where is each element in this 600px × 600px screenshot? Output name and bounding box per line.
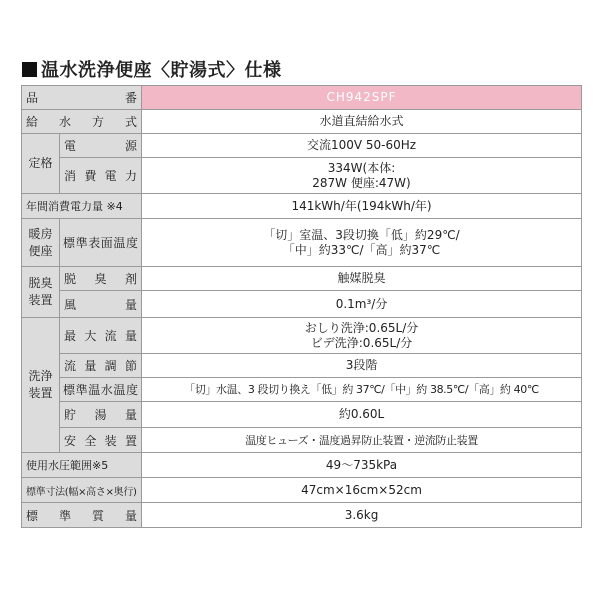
- group-label-washer: [22, 318, 60, 453]
- row-label-supply: 給水方式: [22, 110, 142, 134]
- group-label-deodorizer: [22, 267, 60, 318]
- spec-title: [22, 56, 282, 82]
- surface-temp-line-1: 「切」室温、3段切換「低」約29℃/: [263, 227, 460, 242]
- row-label-deodorizer-agent: 脱臭剤: [60, 267, 142, 291]
- table-row: [22, 86, 582, 110]
- row-value-dimensions: 47cm×16cm×52cm: [142, 478, 582, 503]
- row-value-safety: 温度ヒューズ・温度過昇防止装置・逆流防止装置: [142, 428, 582, 453]
- table-row: [22, 453, 582, 478]
- row-value-airflow: 0.1m³/分: [142, 291, 582, 318]
- table-row: [22, 158, 582, 194]
- group-label-rating: 定格: [22, 134, 60, 194]
- row-label-power-source: 電源: [60, 134, 142, 158]
- heated-seat-group-line-1: 暖房: [28, 226, 53, 241]
- row-value-storage: 約0.60L: [142, 402, 582, 428]
- spec-table: [21, 85, 582, 528]
- row-label-pressure: 使用水圧範囲※5: [22, 453, 142, 478]
- row-label-safety: 安全装置: [60, 428, 142, 453]
- row-label-consumption: 消費電力: [60, 158, 142, 194]
- row-value-product-no: CH942SPF: [142, 86, 582, 110]
- row-value-annual: 141kWh/年(194kWh/年): [142, 194, 582, 219]
- row-value-water-temp: 「切」水温、3 段切り換え「低」約 37℃/「中」約 38.5℃/「高」約 40℃: [142, 378, 582, 402]
- table-row: [22, 354, 582, 378]
- table-row: [22, 318, 582, 354]
- row-label-storage: 貯湯量: [60, 402, 142, 428]
- table-row: [22, 478, 582, 503]
- row-value-max-flow: [142, 318, 582, 354]
- row-value-pressure: 49〜735kPa: [142, 453, 582, 478]
- heated-seat-group-line-2: 便座: [28, 243, 53, 258]
- square-bullet-icon: [22, 62, 37, 77]
- washer-group-line-1: 洗浄: [28, 369, 53, 383]
- row-label-surface-temp: 標準表面温度: [60, 219, 142, 267]
- row-value-power-source: 交流100V 50-60Hz: [142, 134, 582, 158]
- row-label-dimensions: 標準寸法(幅×高さ×奥行): [22, 478, 142, 503]
- table-row: [22, 267, 582, 291]
- table-row: [22, 428, 582, 453]
- row-label-water-temp: 標準温水温度: [60, 378, 142, 402]
- row-label-max-flow: 最大流量: [60, 318, 142, 354]
- row-label-product-no: 品番: [22, 86, 142, 110]
- deodorizer-group-line-1: 脱臭: [28, 276, 53, 290]
- table-row: [22, 402, 582, 428]
- row-value-supply: 水道直結給水式: [142, 110, 582, 134]
- row-value-weight: 3.6kg: [142, 503, 582, 528]
- row-value-surface-temp: [142, 219, 582, 267]
- row-label-airflow: 風量: [60, 291, 142, 318]
- consumption-line-1: 334W(本体:: [327, 160, 396, 175]
- table-row: [22, 378, 582, 402]
- table-row: [22, 291, 582, 318]
- row-label-flow-adjust: 流量調節: [60, 354, 142, 378]
- consumption-line-2: 287W 便座:47W): [312, 175, 411, 190]
- row-label-annual: 年間消費電力量 ※4: [22, 194, 142, 219]
- surface-temp-line-2: 「中」約33℃/「高」約37℃: [282, 242, 441, 257]
- table-row: [22, 219, 582, 267]
- group-label-heated-seat: [22, 219, 60, 267]
- row-value-flow-adjust: 3段階: [142, 354, 582, 378]
- max-flow-line-2: ビデ洗浄:0.65L/分: [310, 335, 413, 350]
- table-row: [22, 134, 582, 158]
- spec-title-text: 温水洗浄便座〈貯湯式〉仕様: [41, 60, 282, 81]
- row-value-consumption: [142, 158, 582, 194]
- washer-group-line-2: 装置: [28, 386, 53, 400]
- row-label-weight: 標準質量: [22, 503, 142, 528]
- table-row: [22, 194, 582, 219]
- row-value-deodorizer-agent: 触媒脱臭: [142, 267, 582, 291]
- deodorizer-group-line-2: 装置: [28, 293, 53, 307]
- max-flow-line-1: おしり洗浄:0.65L/分: [304, 320, 419, 335]
- table-row: [22, 503, 582, 528]
- table-row: [22, 110, 582, 134]
